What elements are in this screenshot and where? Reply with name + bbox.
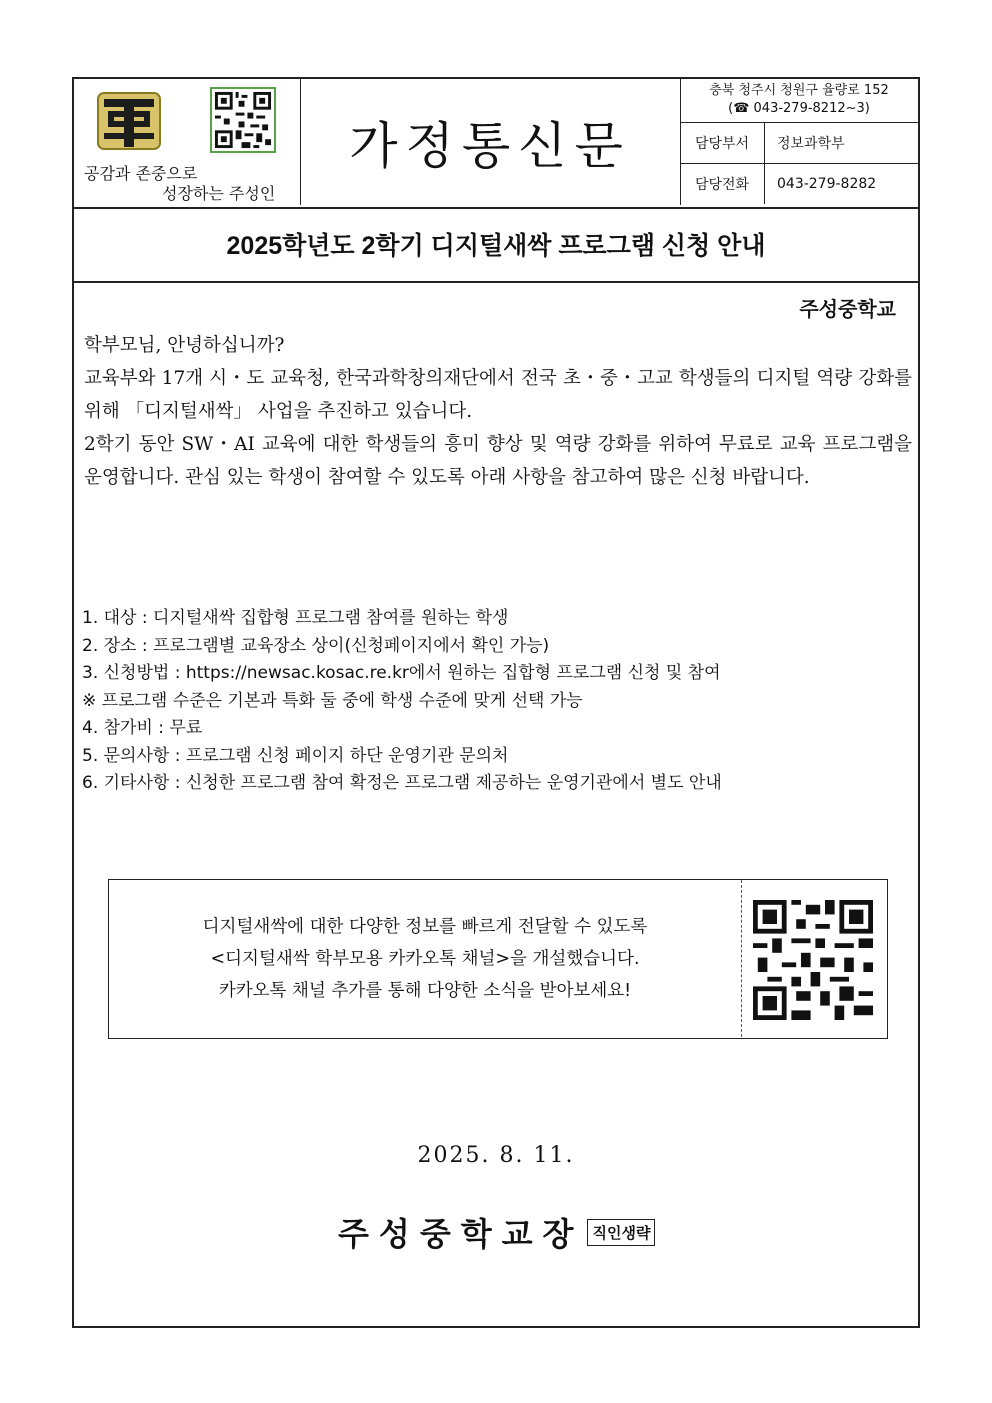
document-frame <box>72 77 920 1328</box>
list-item: 5. 문의사항 : 프로그램 신청 페이지 하단 운영기관 문의처 <box>82 745 509 766</box>
logo-cell <box>74 79 301 205</box>
list-item: 6. 기타사항 : 신청한 프로그램 참여 확정은 프로그램 제공하는 운영기관에서 별도 안내 <box>82 773 722 793</box>
phone-row <box>680 164 918 204</box>
school-address <box>680 79 918 123</box>
paragraph-1: 교육부와 17개 시・도 교육청, 한국과학창의재단에서 전국 초・중・고교 학생들의 디지털 역량 강화를 위해 「디지털새싹」 사업을 추진하고 있습니다. <box>84 368 912 422</box>
slogan-line-1: 공감과 존중으로 <box>84 164 198 183</box>
dept-row <box>680 123 918 164</box>
kakao-notice-box <box>108 879 888 1039</box>
dept-value: 정보과학부 <box>777 136 845 152</box>
address-line-1: 충북 청주시 청원구 율량로 152 <box>709 83 889 98</box>
subject-title: 2025학년도 2학기 디지털새싹 프로그램 신청 안내 <box>74 207 918 283</box>
school-logo-icon <box>94 89 164 153</box>
address-line-2: (☎ 043-279-8212~3) <box>728 101 870 116</box>
notice-line-2: <디지털새싹 학부모용 카카오톡 채널>을 개설했습니다. <box>210 948 640 969</box>
list-item: 2. 장소 : 프로그램별 교육장소 상이(신청페이지에서 확인 가능) <box>82 635 550 656</box>
principal-signature: 주성중학교장 <box>338 1215 584 1253</box>
list-item: 4. 참가비 : 무료 <box>82 718 203 738</box>
list-item: 1. 대상 : 디지털새싹 집합형 프로그램 참여를 원하는 학생 <box>82 608 509 628</box>
list-item: 3. 신청방법 : https://newsac.kosac.re.kr에서 원하는 집합형 프로그램 신청 및 참여 <box>82 663 721 683</box>
dept-label: 담당부서 <box>680 123 765 163</box>
info-list <box>82 605 912 798</box>
notice-text <box>109 880 742 1037</box>
header <box>74 79 918 209</box>
issue-date: 2025. 8. 11. <box>417 1143 575 1168</box>
signature-block <box>338 1209 655 1255</box>
document-title: 가정통신문 <box>349 117 631 175</box>
notice-line-1: 디지털새싹에 대한 다양한 정보를 빠르게 전달할 수 있도록 <box>202 916 648 937</box>
slogan-line-2: 성장하는 주성인 <box>162 184 276 203</box>
body-text <box>84 329 912 494</box>
notice-line-3: 카카오톡 채널 추가를 통해 다양한 소식을 받아보세요! <box>218 980 632 1001</box>
seal-omitted-stamp: 직인생략 <box>587 1219 655 1246</box>
qr-code-small-icon[interactable] <box>210 87 276 153</box>
phone-label: 담당전화 <box>680 164 765 204</box>
school-name: 주성중학교 <box>799 297 896 321</box>
title-cell <box>300 79 681 205</box>
kakao-qr-code-icon[interactable] <box>753 900 873 1020</box>
greeting: 학부모님, 안녕하십니까? <box>84 335 285 356</box>
list-item: ※ 프로그램 수준은 기본과 특화 둘 중에 학생 수준에 맞게 선택 가능 <box>82 690 583 711</box>
paragraph-2: 2학기 동안 SW・AI 교육에 대한 학생들의 흥미 향상 및 역량 강화를 위하여 무료로 교육 프로그램을 운영합니다. 관심 있는 학생이 참여할 수 있도록 아래 사항을 참고하여 많은 신청 바랍니다. <box>84 434 912 488</box>
contact-info <box>680 79 918 205</box>
phone-value: 043-279-8282 <box>777 176 877 192</box>
